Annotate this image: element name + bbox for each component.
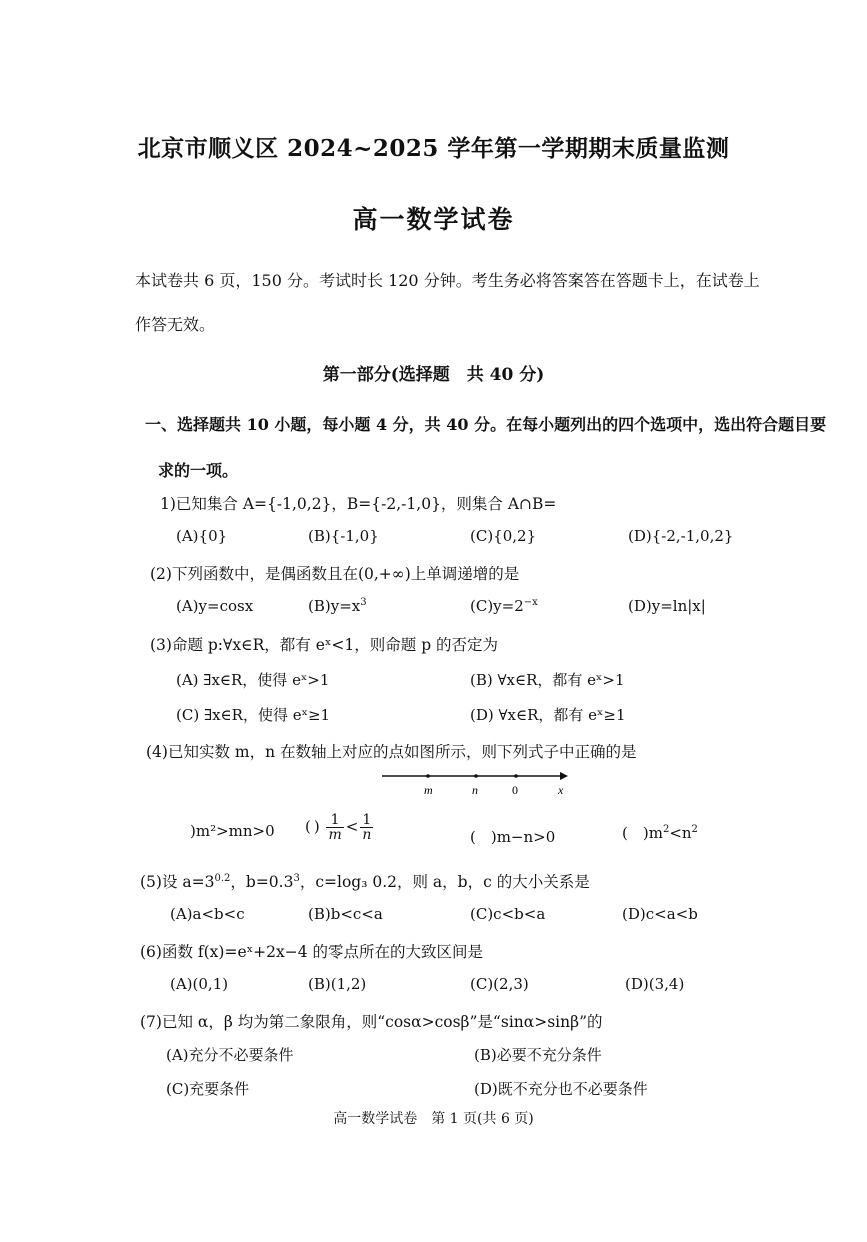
q3-option-a: (A) ∃x∈R，使得 eˣ>1 xyxy=(176,671,330,689)
q2-option-d: (D)y=ln|x| xyxy=(628,597,706,615)
label-m: m xyxy=(424,783,433,797)
q3-option-b: (B) ∀x∈R，都有 eˣ>1 xyxy=(470,671,625,689)
q7-option-b: (B)必要不充分条件 xyxy=(474,1046,602,1064)
exam-subtitle: 高一数学试卷 xyxy=(352,205,515,234)
q2-stem: (2)下列函数中，是偶函数且在(0,+∞)上单调递增的是 xyxy=(150,565,520,583)
q4-option-c: ( )m−n>0 xyxy=(470,828,556,846)
label-x: x xyxy=(558,783,564,797)
q2-option-c: $(C)y=2^{-x}$ xyxy=(470,597,538,615)
intro-line-2: 作答无效。 xyxy=(135,315,216,334)
q4-stem: (4)已知实数 m，n 在数轴上对应的点如图所示，则下列式子中正确的是 xyxy=(146,743,637,761)
q1-option-b: (B){-1,0} xyxy=(308,527,379,545)
q4-option-a: )m²>mn>0 xyxy=(190,822,275,840)
q5-stem: (5)设 $a=3^{0.2}$，$b=0.3^3$，c=log₃ 0.2，则 a，b，c 的大小关系是 xyxy=(140,872,590,891)
q6-option-c: (C)(2,3) xyxy=(470,975,529,993)
q1-option-c: (C){0,2} xyxy=(470,527,537,545)
q6-option-a: (A)(0,1) xyxy=(170,975,229,993)
number-line-arrow xyxy=(560,772,568,780)
q7-option-d: (D)既不充分也不必要条件 xyxy=(474,1080,648,1098)
q2-option-a: (A)y=cosx xyxy=(176,597,254,615)
q7-option-a: (A)充分不必要条件 xyxy=(166,1046,294,1064)
q4-option-b: ( ) $\frac{1}{m}$ < $\frac{1}{n}$ xyxy=(305,812,372,843)
number-line xyxy=(380,768,570,798)
q5-option-b: (B)b<c<a xyxy=(308,905,383,923)
number-line-svg xyxy=(380,768,570,798)
q6-option-d: (D)(3,4) xyxy=(625,975,685,993)
section-instructions-1: 一、选择题共 10 小题，每小题 4 分，共 40 分。在每小题列出的四个选项中，选出符合题目要 xyxy=(145,415,827,434)
q4-option-d: ( )$m^2<n^2$ xyxy=(622,824,698,842)
q2-option-b: $(B)y=x^3$ xyxy=(308,597,367,615)
q7-option-c: (C)充要条件 xyxy=(166,1080,250,1098)
q7-stem: (7)已知 α，β 均为第二象限角，则“cosα>cosβ”是“sinα>sinβ”的 xyxy=(140,1013,603,1031)
q3-stem: (3)命题 p:∀x∈R，都有 eˣ<1，则命题 p 的否定为 xyxy=(150,636,499,654)
label-n: n xyxy=(472,783,478,797)
q6-stem: (6)函数 f(x)=eˣ+2x−4 的零点所在的大致区间是 xyxy=(140,943,484,961)
q5-option-a: (A)a<b<c xyxy=(170,905,245,923)
q6-option-b: (B)(1,2) xyxy=(308,975,367,993)
q5-option-d: (D)c<a<b xyxy=(622,905,698,923)
label-zero: 0 xyxy=(512,783,518,797)
exam-title: 北京市顺义区 2024~2025 学年第一学期期末质量监测 xyxy=(137,135,730,162)
q3-option-c: (C) ∃x∈R，使得 eˣ≥1 xyxy=(176,706,331,724)
point-m xyxy=(426,774,430,778)
q1-option-a: (A){0} xyxy=(176,527,228,545)
q5-option-c: (C)c<b<a xyxy=(470,905,546,923)
q3-option-d: (D) ∀x∈R，都有 eˣ≥1 xyxy=(470,706,626,724)
q1-stem: 1)已知集合 A={-1,0,2}，B={-2,-1,0}，则集合 A∩B= xyxy=(160,495,557,513)
section-instructions-2: 求的一项。 xyxy=(158,461,239,480)
point-zero xyxy=(514,774,518,778)
point-n xyxy=(474,774,478,778)
part1-heading: 第一部分(选择题 共 40 分) xyxy=(322,365,545,385)
page-footer: 高一数学试卷 第 1 页(共 6 页) xyxy=(333,1111,534,1127)
intro-line-1: 本试卷共 6 页，150 分。考试时长 120 分钟。考生务必将答案答在答题卡上，在试卷上 xyxy=(135,271,760,290)
q1-option-d: (D){-2,-1,0,2} xyxy=(628,527,734,545)
